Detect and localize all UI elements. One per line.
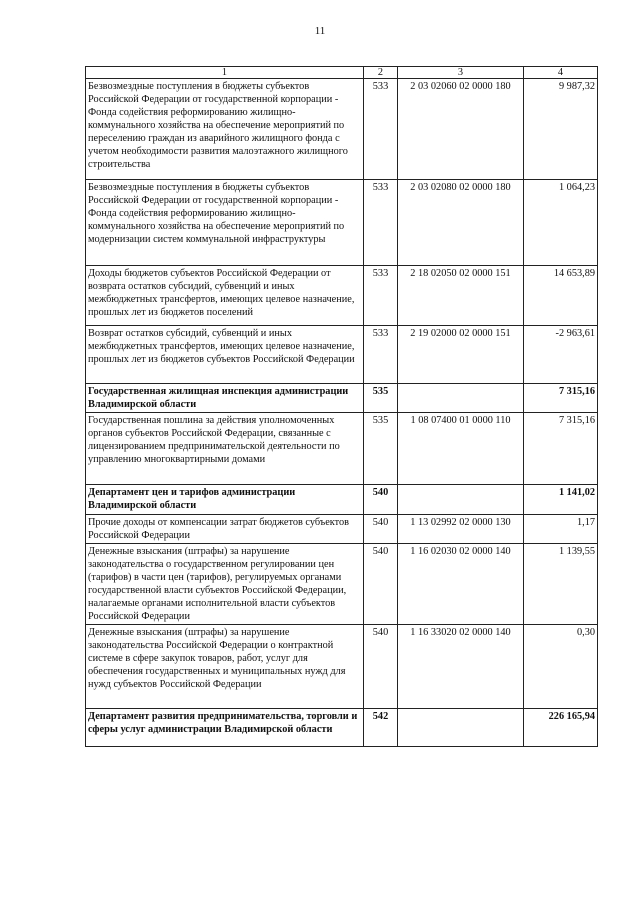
row-amount: 7 315,16	[524, 384, 598, 413]
row-admin-code: 535	[364, 384, 398, 413]
row-amount: 1 139,55	[524, 544, 598, 625]
row-name: Государственная жилищная инспекция администрации Владимирской области	[86, 384, 364, 413]
table-row	[86, 413, 598, 485]
section-row	[86, 709, 598, 747]
table-row	[86, 79, 598, 180]
row-amount: 1,17	[524, 515, 598, 544]
row-amount: -2 963,61	[524, 326, 598, 384]
revenue-table	[85, 66, 598, 747]
header-col-2: 2	[364, 67, 398, 79]
row-budget-code: 2 19 02000 02 0000 151	[398, 326, 524, 384]
row-budget-code: 1 08 07400 01 0000 110	[398, 413, 524, 485]
row-budget-code: 2 03 02060 02 0000 180	[398, 79, 524, 180]
header-col-3: 3	[398, 67, 524, 79]
header-col-4: 4	[524, 67, 598, 79]
row-name: Денежные взыскания (штрафы) за нарушение законодательства Российской Федерации о контрактной системе в сфере закупок товаров, работ, услуг для обеспечения государственных и муниципальных нужд для нужд субъектов Российской Федерации	[86, 625, 364, 709]
section-row	[86, 384, 598, 413]
table-row	[86, 515, 598, 544]
row-admin-code: 540	[364, 515, 398, 544]
row-name: Государственная пошлина за действия уполномоченных органов субъектов Российской Федерации, связанные с лицензированием предпринимательской деятельности по управлению многоквартирными домами	[86, 413, 364, 485]
table-row	[86, 544, 598, 625]
row-budget-code: 1 16 33020 02 0000 140	[398, 625, 524, 709]
table-body	[86, 79, 598, 747]
row-name: Доходы бюджетов субъектов Российской Федерации от возврата остатков субсидий, субвенций и иных межбюджетных трансфертов, имеющих целевое назначение, прошлых лет из бюджетов поселений	[86, 266, 364, 326]
row-name: Безвозмездные поступления в бюджеты субъектов Российской Федерации от государственной корпорации - Фонда содействия реформированию жилищно-коммунального хозяйства на обеспечение мероприятий по модернизации систем коммунальной инфраструктуры	[86, 180, 364, 266]
row-amount: 1 141,02	[524, 485, 598, 515]
header-col-1: 1	[86, 67, 364, 79]
row-amount: 14 653,89	[524, 266, 598, 326]
row-budget-code	[398, 384, 524, 413]
row-admin-code: 533	[364, 266, 398, 326]
row-amount: 0,30	[524, 625, 598, 709]
row-budget-code	[398, 485, 524, 515]
row-name: Возврат остатков субсидий, субвенций и иных межбюджетных трансфертов, имеющих целевое назначение, прошлых лет из бюджетов субъектов Российской Федерации	[86, 326, 364, 384]
section-row	[86, 485, 598, 515]
row-amount: 9 987,32	[524, 79, 598, 180]
row-admin-code: 540	[364, 625, 398, 709]
table-row	[86, 180, 598, 266]
row-admin-code: 540	[364, 485, 398, 515]
row-budget-code: 2 18 02050 02 0000 151	[398, 266, 524, 326]
table-row	[86, 266, 598, 326]
row-name: Денежные взыскания (штрафы) за нарушение законодательства о государственном регулировании цен (тарифов) в части цен (тарифов), регулируемых органами государственной власти субъектов Российской Федерации, налагаемые органами исполнительной власти субъектов Российской Федерации	[86, 544, 364, 625]
page-number: 11	[314, 25, 326, 37]
row-amount: 1 064,23	[524, 180, 598, 266]
row-admin-code: 542	[364, 709, 398, 747]
row-admin-code: 533	[364, 79, 398, 180]
row-budget-code: 2 03 02080 02 0000 180	[398, 180, 524, 266]
row-budget-code: 1 13 02992 02 0000 130	[398, 515, 524, 544]
row-admin-code: 535	[364, 413, 398, 485]
row-name: Безвозмездные поступления в бюджеты субъектов Российской Федерации от государственной корпорации - Фонда содействия реформированию жилищно-коммунального хозяйства на обеспечение мероприятий по переселению граждан из аварийного жилищного фонда с учетом необходимости развития малоэтажного жилищного строительства	[86, 79, 364, 180]
table-header-row	[86, 67, 598, 79]
row-amount: 226 165,94	[524, 709, 598, 747]
row-admin-code: 540	[364, 544, 398, 625]
row-budget-code: 1 16 02030 02 0000 140	[398, 544, 524, 625]
row-name: Департамент цен и тарифов администрации Владимирской области	[86, 485, 364, 515]
row-admin-code: 533	[364, 326, 398, 384]
row-name: Прочие доходы от компенсации затрат бюджетов субъектов Российской Федерации	[86, 515, 364, 544]
row-amount: 7 315,16	[524, 413, 598, 485]
row-admin-code: 533	[364, 180, 398, 266]
row-budget-code	[398, 709, 524, 747]
row-name: Департамент развития предпринимательства, торговли и сферы услуг администрации Владимирской области	[86, 709, 364, 747]
table-row	[86, 625, 598, 709]
table-row	[86, 326, 598, 384]
